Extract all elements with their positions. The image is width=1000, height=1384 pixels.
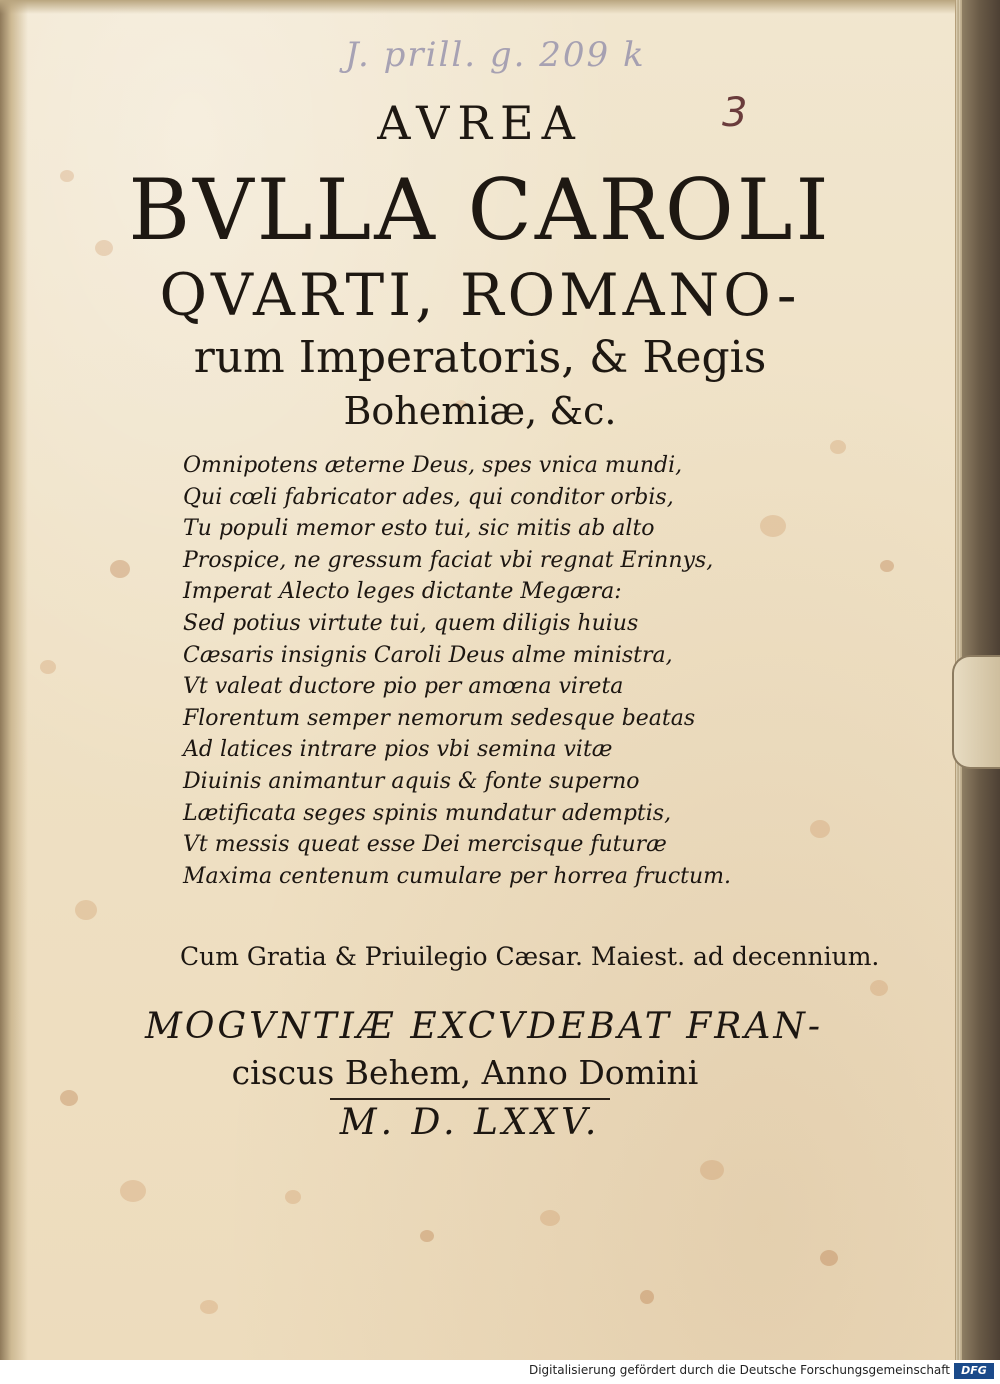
foxing-stain [640, 1290, 654, 1304]
foxing-stain [60, 1090, 78, 1106]
foxing-stain [110, 560, 130, 578]
foxing-stain [700, 1160, 724, 1180]
foxing-stain [120, 1180, 146, 1202]
foxing-stain [820, 1250, 838, 1266]
title-line-4: rum Imperatoris, & Regis [193, 332, 767, 383]
foxing-stain [810, 820, 830, 838]
dedicatory-poem [183, 450, 732, 892]
shelfmark-annotation: J. prill. g. 209 k [345, 35, 646, 75]
funding-credit: Digitalisierung gefördert durch die Deutsche Forschungsgemeinschaft [528, 1363, 950, 1377]
title-line-2: BVLLA CAROLI [128, 161, 832, 259]
book-clasp [952, 655, 1000, 769]
foxing-stain [75, 900, 97, 920]
poem-line: Cæsaris insignis Caroli Deus alme ministra, [183, 642, 673, 668]
foxing-stain [60, 170, 74, 182]
footer-bar [0, 1360, 1000, 1384]
page-number-annotation: 3 [722, 90, 748, 136]
privilege-notice: Cum Gratia & Priuilegio Cæsar. Maiest. ad decennium. [180, 942, 880, 971]
poem-line: Lætificata seges spinis mundatur ademptis, [183, 800, 672, 826]
divider-rule [330, 1098, 610, 1100]
poem-line: Florentum semper nemorum sedesque beatas [183, 705, 696, 731]
title-line-5: Bohemiæ, &c. [343, 389, 617, 433]
foxing-stain [285, 1190, 301, 1204]
imprint-line-1: MOGVNTIÆ EXCVDEBAT FRAN- [145, 1006, 823, 1047]
poem-line: Sed potius virtute tui, quem diligis huius [183, 610, 639, 636]
title-block [100, 96, 860, 433]
poem-line: Vt messis queat esse Dei mercisque futuræ [183, 832, 667, 858]
poem-line: Qui cœli fabricator ades, qui conditor orbis, [183, 484, 674, 510]
poem-line: Omnipotens æterne Deus, spes vnica mundi, [183, 453, 683, 478]
foxing-stain [420, 1230, 434, 1242]
poem-line: Prospice, ne gressum faciat vbi regnat Erinnys, [183, 547, 714, 573]
title-line-3: QVARTI, ROMANO- [159, 261, 801, 329]
foxing-stain [200, 1300, 218, 1314]
poem-line: Maxima centenum cumulare per horrea fructum. [183, 863, 732, 889]
foxing-stain [830, 440, 846, 454]
foxing-stain [870, 980, 888, 996]
imprint-date: M. D. LXXV. [339, 1102, 601, 1143]
poem-line: Imperat Alecto leges dictante Megæra: [183, 579, 622, 605]
foxing-stain [40, 660, 56, 674]
foxing-stain [760, 515, 786, 537]
poem-line: Diuinis animantur aquis & fonte superno [183, 768, 640, 794]
top-shadow [0, 0, 955, 14]
poem-line: Ad latices intrare pios vbi semina vitæ [183, 737, 613, 763]
poem-line: Tu populi memor esto tui, sic mitis ab alto [183, 516, 655, 542]
gutter-shadow [0, 0, 28, 1360]
poem-line: Vt valeat ductore pio per amœna vireta [183, 674, 624, 700]
dfg-logo: DFG [954, 1363, 994, 1379]
foxing-stain [540, 1210, 560, 1226]
foxing-stain [880, 560, 894, 572]
imprint-line-2: ciscus Behem, Anno Domini [231, 1053, 699, 1092]
title-line-1: AVREA [377, 96, 583, 150]
